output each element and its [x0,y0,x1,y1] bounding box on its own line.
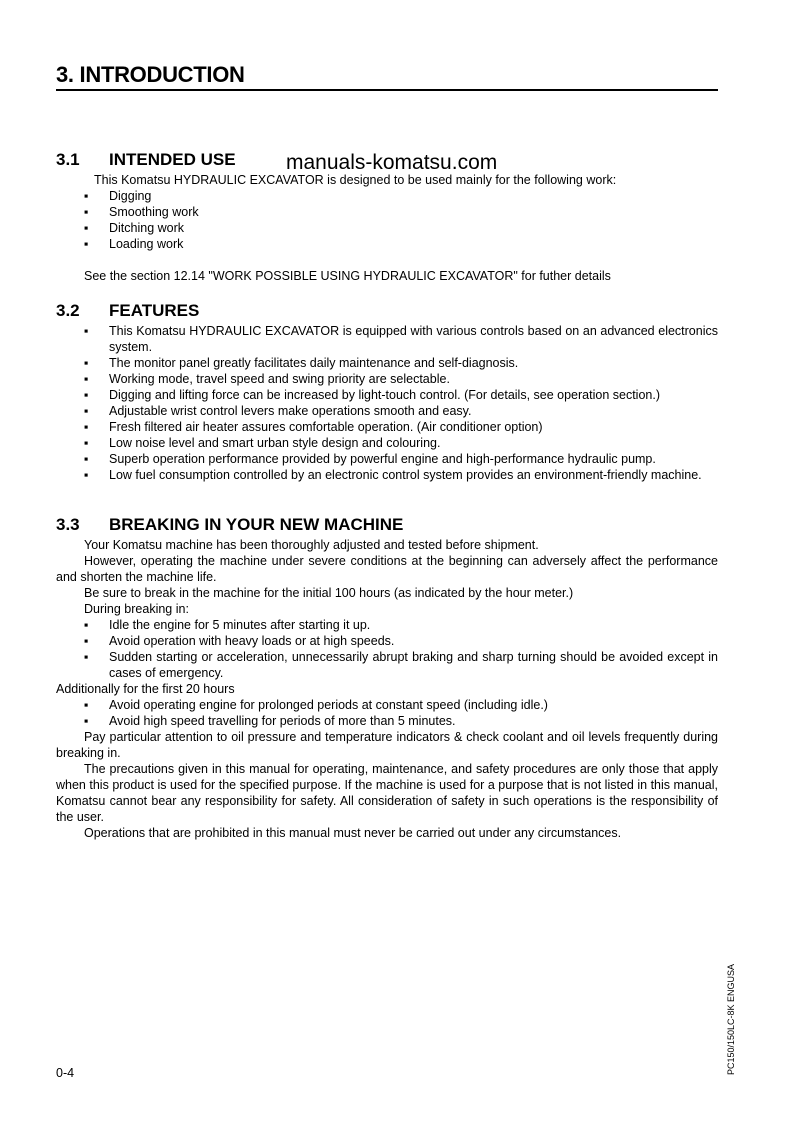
list-item: ▪ Avoid high speed travelling for periods of more than 5 minutes. [84,714,456,728]
list-item: ▪ Adjustable wrist control levers make operations smooth and easy. [84,404,472,418]
features-list [56,323,718,483]
list-item: ▪ Working mode, travel speed and swing priority are selectable. [84,372,450,386]
list-item: ▪ Low noise level and smart urban style design and colouring. [84,436,441,450]
section-3-3-body [56,537,718,841]
section-heading-3-1: 3.1 INTENDED USE [56,150,236,169]
list-item: ▪ Fresh filtered air heater assures comfortable operation. (Air conditioner option) [84,420,543,434]
list-item: ▪ Digging and lifting force can be increased by light-touch control. (For details, see operation section.) [84,388,660,402]
list-item: ▪ This Komatsu HYDRAULIC EXCAVATOR is equipped with various controls based on an advanced electronics system. [84,324,718,354]
list-item: ▪ Smoothing work [84,205,199,219]
document-code: PC150/150LC-8K ENGUSA [726,963,736,1075]
intro-text: This Komatsu HYDRAULIC EXCAVATOR is designed to be used mainly for the following work: [94,173,617,187]
list-item: ▪ Low fuel consumption controlled by an electronic control system provides an environment-friendly machine. [84,468,702,482]
list-item: ▪ Avoid operating engine for prolonged periods at constant speed (including idle.) [84,698,548,712]
section-3-1-body [56,172,718,284]
paragraph: During breaking in: [84,602,189,616]
list-item: ▪ Ditching work [84,221,185,235]
list-item: ▪ Digging [84,189,152,203]
list-item: ▪ Avoid operation with heavy loads or at high speeds. [84,634,395,648]
paragraph: Additionally for the first 20 hours [56,682,235,696]
list-item: ▪ Idle the engine for 5 minutes after starting it up. [84,618,371,632]
intended-use-list [56,188,718,252]
paragraph: Your Komatsu machine has been thoroughly adjusted and tested before shipment. [84,538,539,552]
title-rule [56,89,718,91]
list-item: ▪ Sudden starting or acceleration, unnecessarily abrupt braking and sharp turning should be avoided except in cases of emergency. [84,650,718,680]
paragraph: The precautions given in this manual for operating, maintenance, and safety procedures are only those that apply when this product is used for the specified purpose. If the machine is used for a purpose that is not listed in this manual, Komatsu cannot bear any responsibility for safety. All consideration of safety in such operations is the responsibility of the user. [56,762,718,824]
page-title: 3. INTRODUCTION [56,62,245,87]
paragraph: Operations that are prohibited in this manual must never be carried out under any circumstances. [84,826,622,840]
section-heading-3-3: 3.3 BREAKING IN YOUR NEW MACHINE [56,515,404,534]
first-20-hours-list [56,697,718,729]
paragraph: However, operating the machine under severe conditions at the beginning can adversely affect the performance and shorten the machine life. [56,554,718,584]
paragraph: Pay particular attention to oil pressure and temperature indicators & check coolant and oil levels frequently during breaking in. [56,730,718,760]
breaking-in-list [56,617,718,681]
list-item: ▪ The monitor panel greatly facilitates daily maintenance and self-diagnosis. [84,356,519,370]
see-section-note: See the section 12.14 "WORK POSSIBLE USING HYDRAULIC EXCAVATOR" for futher details [84,269,611,283]
section-heading-3-2: 3.2 FEATURES [56,301,200,320]
paragraph: Be sure to break in the machine for the initial 100 hours (as indicated by the hour meter.) [84,586,574,600]
watermark: manuals-komatsu.com [286,151,498,174]
list-item: ▪ Loading work [84,237,184,251]
list-item: ▪ Superb operation performance provided by powerful engine and high-performance hydraulic pump. [84,452,656,466]
page-number: 0-4 [56,1066,75,1080]
